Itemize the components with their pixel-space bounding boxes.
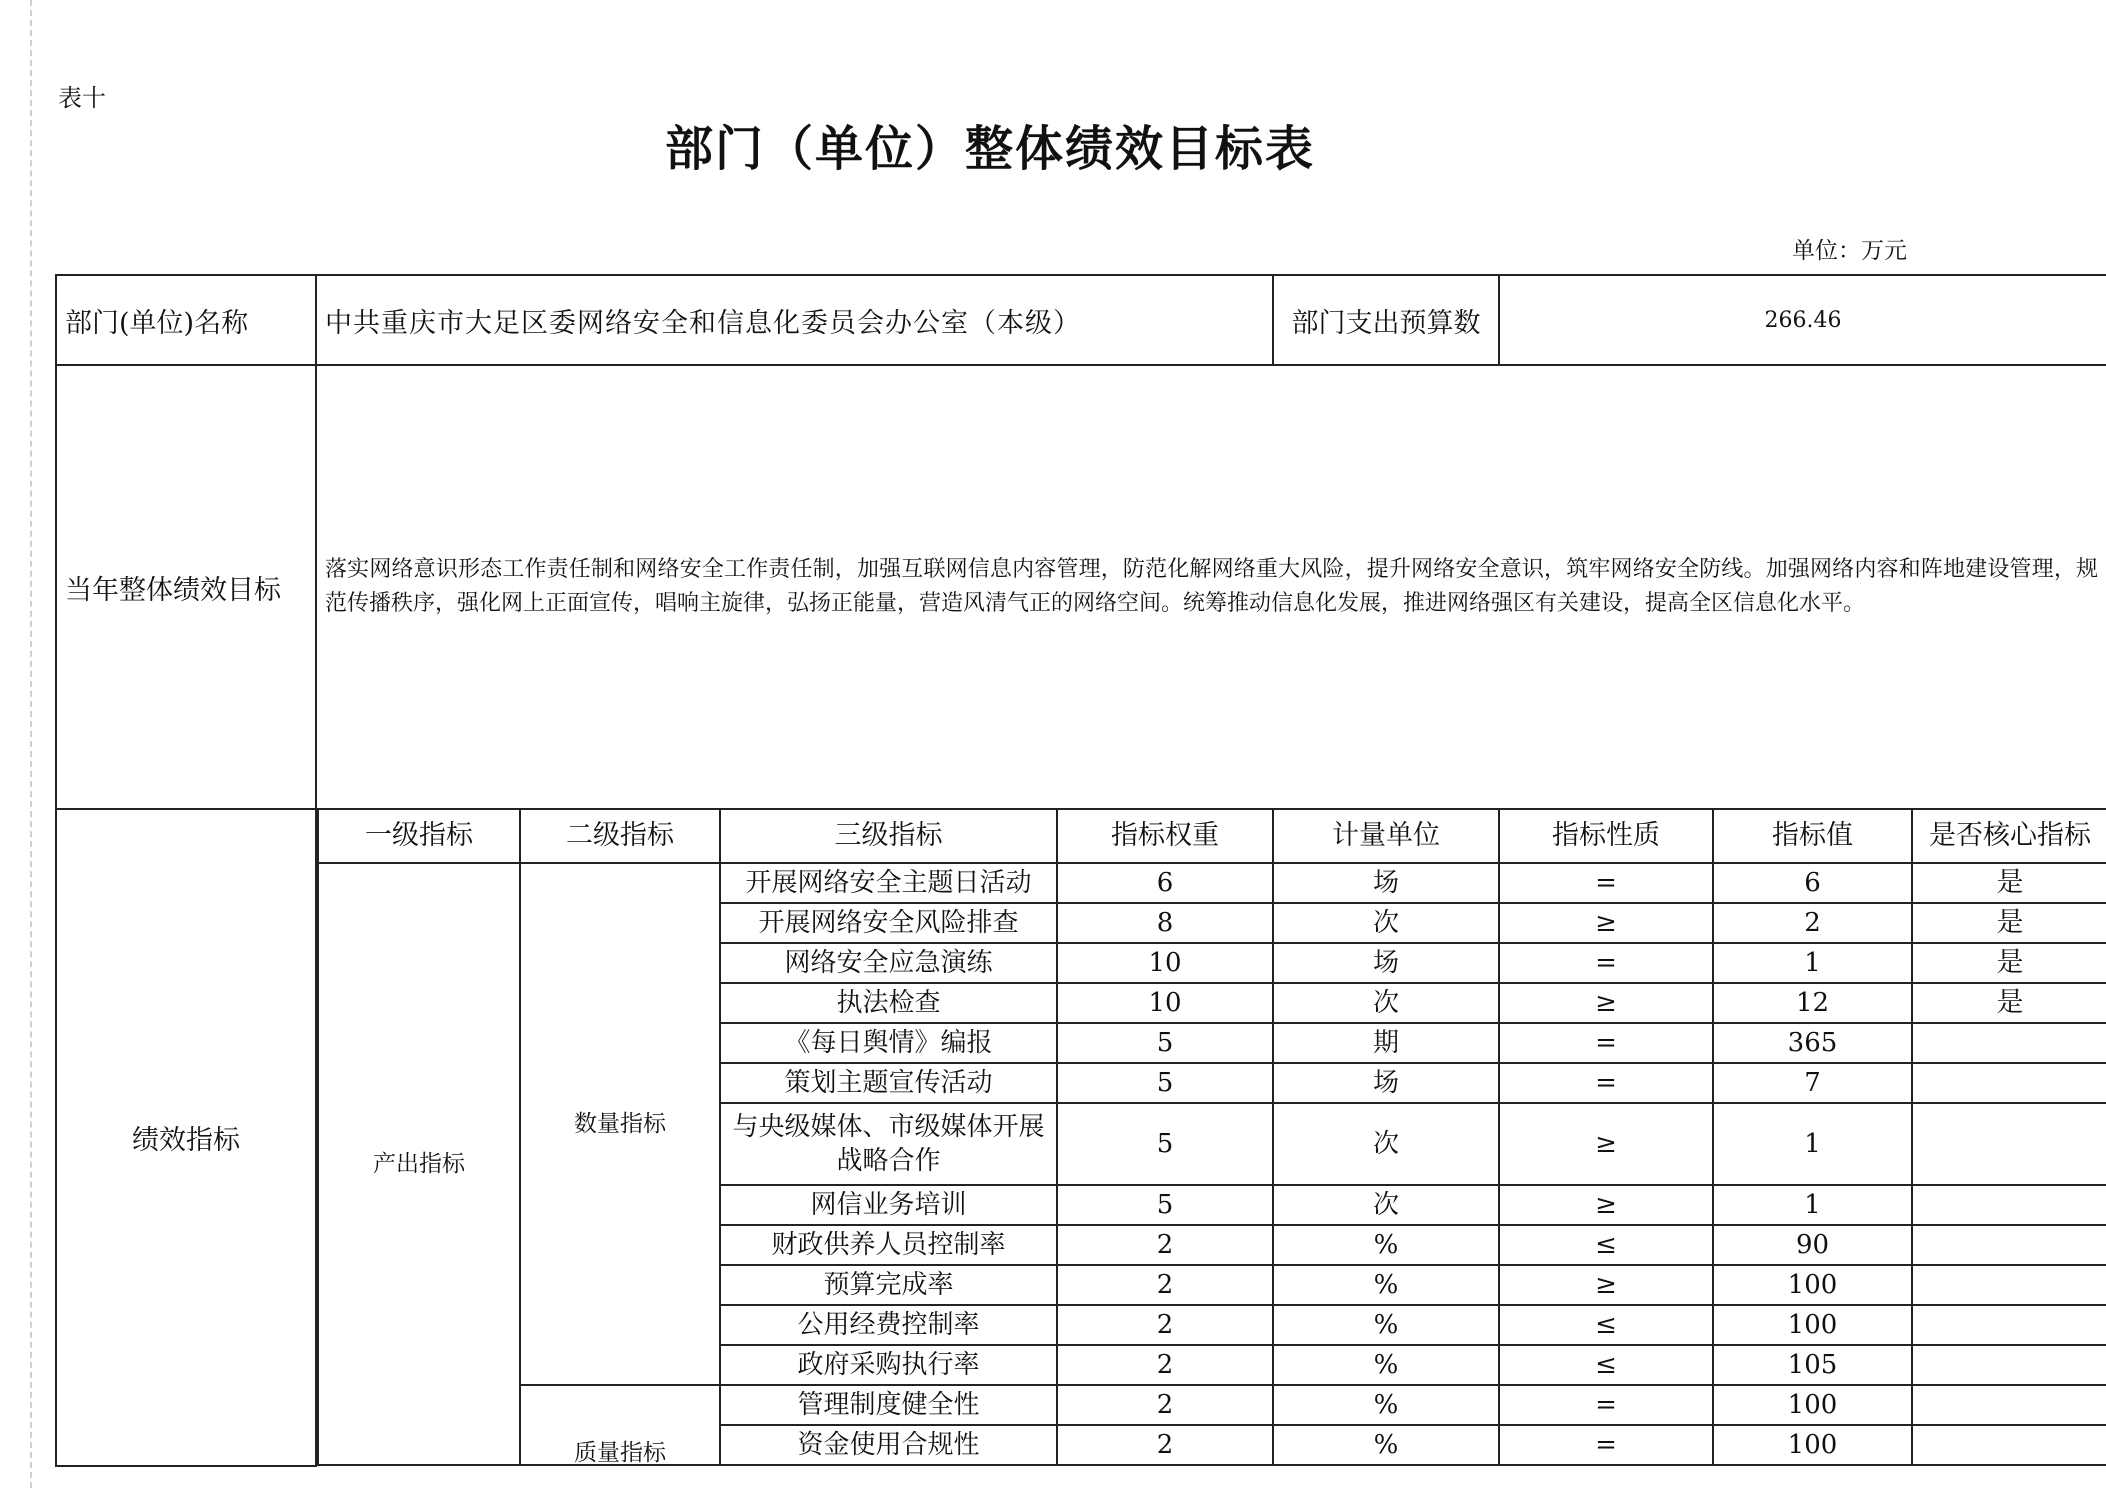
indicator-core [1912, 1425, 2106, 1465]
indicator-name: 公用经费控制率 [720, 1305, 1057, 1345]
indicator-op: = [1499, 1385, 1713, 1425]
header-cell: 指标权重 [1057, 809, 1273, 863]
indicator-weight: 10 [1057, 983, 1273, 1023]
indicator-op: ≥ [1499, 903, 1713, 943]
dept-name-label: 部门(单位)名称 [56, 275, 316, 365]
indicator-core [1912, 1305, 2106, 1345]
indicator-unit: 场 [1273, 863, 1499, 903]
header-cell: 是否核心指标 [1912, 809, 2106, 863]
indicator-value: 105 [1713, 1345, 1912, 1385]
goal-row [56, 365, 2106, 809]
indicator-weight: 6 [1057, 863, 1273, 903]
indicator-core: 是 [1912, 863, 2106, 903]
indicator-value: 100 [1713, 1265, 1912, 1305]
indicator-cell [316, 809, 2106, 1466]
indicator-weight: 5 [1057, 1103, 1273, 1185]
indicator-weight: 5 [1057, 1063, 1273, 1103]
indicator-name: 政府采购执行率 [720, 1345, 1057, 1385]
indicator-name: 执法检查 [720, 983, 1057, 1023]
dept-row [56, 275, 2106, 365]
perf-label: 绩效指标 [56, 809, 316, 1466]
indicator-weight: 10 [1057, 943, 1273, 983]
indicator-op: ≤ [1499, 1225, 1713, 1265]
indicator-core [1912, 1225, 2106, 1265]
indicator-core [1912, 1265, 2106, 1305]
indicator-unit: 次 [1273, 1103, 1499, 1185]
indicator-op: ≥ [1499, 1185, 1713, 1225]
indicator-op: = [1499, 1063, 1713, 1103]
budget-label: 部门支出预算数 [1273, 275, 1499, 365]
indicator-value: 365 [1713, 1023, 1912, 1063]
indicator-value: 2 [1713, 903, 1912, 943]
indicator-op: = [1499, 1023, 1713, 1063]
header-cell: 三级指标 [720, 809, 1057, 863]
indicator-op: ≥ [1499, 1103, 1713, 1185]
indicator-weight: 2 [1057, 1265, 1273, 1305]
indicator-unit: % [1273, 1265, 1499, 1305]
indicator-unit: % [1273, 1345, 1499, 1385]
indicator-header-row [318, 809, 2106, 863]
header-cell: 计量单位 [1273, 809, 1499, 863]
indicator-op: ≤ [1499, 1345, 1713, 1385]
indicator-name: 开展网络安全主题日活动 [720, 863, 1057, 903]
indicator-op: ≤ [1499, 1305, 1713, 1345]
indicator-name: 资金使用合规性 [720, 1425, 1057, 1465]
indicator-name: 开展网络安全风险排查 [720, 903, 1057, 943]
indicator-core [1912, 1103, 2106, 1185]
indicator-weight: 5 [1057, 1023, 1273, 1063]
indicator-core [1912, 1063, 2106, 1103]
scan-edge-mark [30, 0, 32, 1488]
indicator-name: 预算完成率 [720, 1265, 1057, 1305]
indicator-op: ≥ [1499, 983, 1713, 1023]
indicator-value: 100 [1713, 1385, 1912, 1425]
indicator-unit: 次 [1273, 1185, 1499, 1225]
indicator-weight: 2 [1057, 1225, 1273, 1265]
indicator-weight: 5 [1057, 1185, 1273, 1225]
indicator-name: 策划主题宣传活动 [720, 1063, 1057, 1103]
indicator-weight: 2 [1057, 1425, 1273, 1465]
indicator-core [1912, 1345, 2106, 1385]
indicator-op: = [1499, 1425, 1713, 1465]
quantity-indicator-cell: 数量指标 [520, 863, 720, 1385]
indicator-weight: 8 [1057, 903, 1273, 943]
goal-label: 当年整体绩效目标 [56, 365, 316, 809]
indicator-unit: 次 [1273, 983, 1499, 1023]
header-cell: 指标值 [1713, 809, 1912, 863]
performance-target-table [55, 274, 2106, 1467]
form-code: 表十 [58, 84, 106, 112]
indicator-core [1912, 1023, 2106, 1063]
indicator-weight: 2 [1057, 1345, 1273, 1385]
indicator-name: 管理制度健全性 [720, 1385, 1057, 1425]
indicator-table [317, 808, 2106, 1466]
table-row [318, 863, 2106, 903]
indicator-core [1912, 1385, 2106, 1425]
indicator-unit: 期 [1273, 1023, 1499, 1063]
unit-note: 单位：万元 [1792, 238, 1907, 264]
indicator-core [1912, 1185, 2106, 1225]
indicator-value: 1 [1713, 1185, 1912, 1225]
header-cell: 指标性质 [1499, 809, 1713, 863]
indicator-name: 网信业务培训 [720, 1185, 1057, 1225]
table-row [318, 1385, 2106, 1425]
indicator-name: 与央级媒体、市级媒体开展战略合作 [720, 1103, 1057, 1185]
indicator-unit: 次 [1273, 903, 1499, 943]
header-cell: 一级指标 [318, 809, 520, 863]
indicator-op: = [1499, 943, 1713, 983]
budget-value: 266.46 [1499, 275, 2106, 365]
goal-text: 落实网络意识形态工作责任制和网络安全工作责任制，加强互联网信息内容管理，防范化解网络重大风险，提升网络安全意识，筑牢网络安全防线。加强网络内容和阵地建设管理，规范传播秩序，强化网上正面宣传，唱响主旋律，弘扬正能量，营造风清气正的网络空间。统筹推动信息化发展，推进网络强区有关建设，提高全区信息化水平。 [316, 365, 2106, 809]
indicator-name: 网络安全应急演练 [720, 943, 1057, 983]
indicator-core: 是 [1912, 943, 2106, 983]
indicator-unit: % [1273, 1225, 1499, 1265]
indicator-weight: 2 [1057, 1305, 1273, 1345]
indicator-value: 90 [1713, 1225, 1912, 1265]
indicator-name: 财政供养人员控制率 [720, 1225, 1057, 1265]
indicator-name: 《每日舆情》编报 [720, 1023, 1057, 1063]
quality-indicator-cell: 质量指标 [520, 1385, 720, 1465]
indicator-row [56, 809, 2106, 1466]
indicator-value: 100 [1713, 1305, 1912, 1345]
indicator-core: 是 [1912, 903, 2106, 943]
indicator-unit: % [1273, 1305, 1499, 1345]
indicator-core: 是 [1912, 983, 2106, 1023]
indicator-op: = [1499, 863, 1713, 903]
indicator-unit: % [1273, 1385, 1499, 1425]
indicator-value: 6 [1713, 863, 1912, 903]
indicator-value: 1 [1713, 943, 1912, 983]
indicator-unit: 场 [1273, 1063, 1499, 1103]
indicator-value: 12 [1713, 983, 1912, 1023]
indicator-op: ≥ [1499, 1265, 1713, 1305]
indicator-value: 100 [1713, 1425, 1912, 1465]
indicator-value: 7 [1713, 1063, 1912, 1103]
header-cell: 二级指标 [520, 809, 720, 863]
indicator-unit: % [1273, 1425, 1499, 1465]
level1-cell: 产出指标 [318, 863, 520, 1465]
page-title: 部门（单位）整体绩效目标表 [664, 121, 1315, 177]
indicator-weight: 2 [1057, 1385, 1273, 1425]
indicator-unit: 场 [1273, 943, 1499, 983]
dept-name-value: 中共重庆市大足区委网络安全和信息化委员会办公室（本级） [316, 275, 1273, 365]
indicator-value: 1 [1713, 1103, 1912, 1185]
